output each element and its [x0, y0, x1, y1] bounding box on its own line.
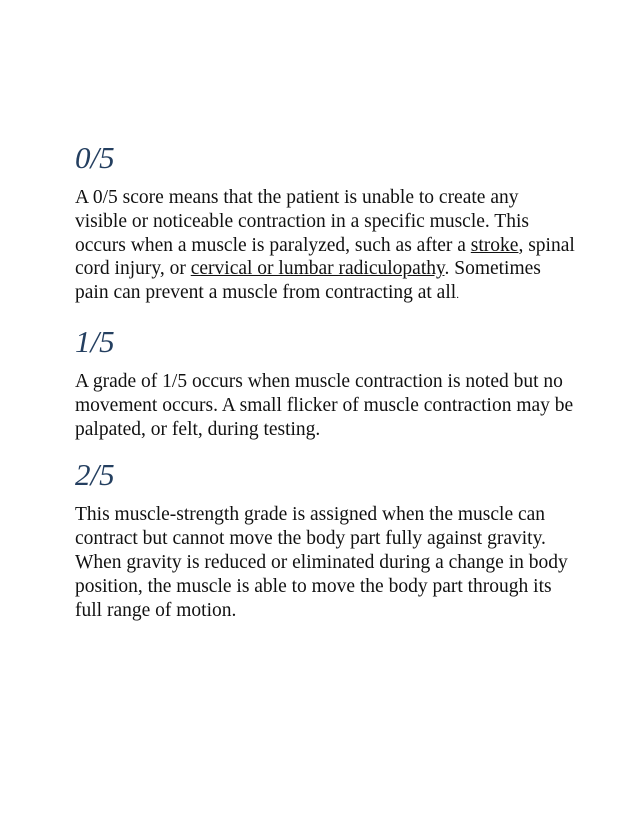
grade-0-text-part-2: , spinal cord injury, or	[75, 234, 575, 280]
grade-1-paragraph: A grade of 1/5 occurs when muscle contraction is noted but no movement occurs. A small flicker of muscle contraction may be palpated, or felt, during testing.	[75, 370, 574, 440]
stroke-link[interactable]: stroke	[470, 234, 519, 256]
grade-0-text-period: .	[456, 289, 459, 302]
grade-2-heading: 2/5	[75, 457, 115, 493]
radiculopathy-link[interactable]: cervical or lumbar radiculopathy	[190, 258, 445, 280]
grade-2-paragraph: This muscle-strength grade is assigned when the muscle can contract but cannot move the body part fully against gravity. When gravity is reduced or eliminated during a change in body position, the muscle is able to move the body part through its full range of motion.	[75, 504, 568, 621]
grade-1-heading: 1/5	[75, 323, 115, 359]
grade-0-text-part-3: . Sometimes pain can prevent a muscle from contracting at all	[75, 258, 541, 304]
grade-0-text-part-1: A 0/5 score means that the patient is unable to create any visible or noticeable contraction in a specific muscle. This occurs when a muscle is paralyzed, such as after a	[75, 187, 529, 256]
document-page	[75, 140, 575, 622]
section-grade-0	[75, 140, 575, 308]
section-grade-2	[75, 457, 575, 622]
section-grade-1	[75, 324, 575, 441]
grade-0-paragraph	[75, 186, 575, 308]
grade-0-heading: 0/5	[75, 140, 115, 175]
